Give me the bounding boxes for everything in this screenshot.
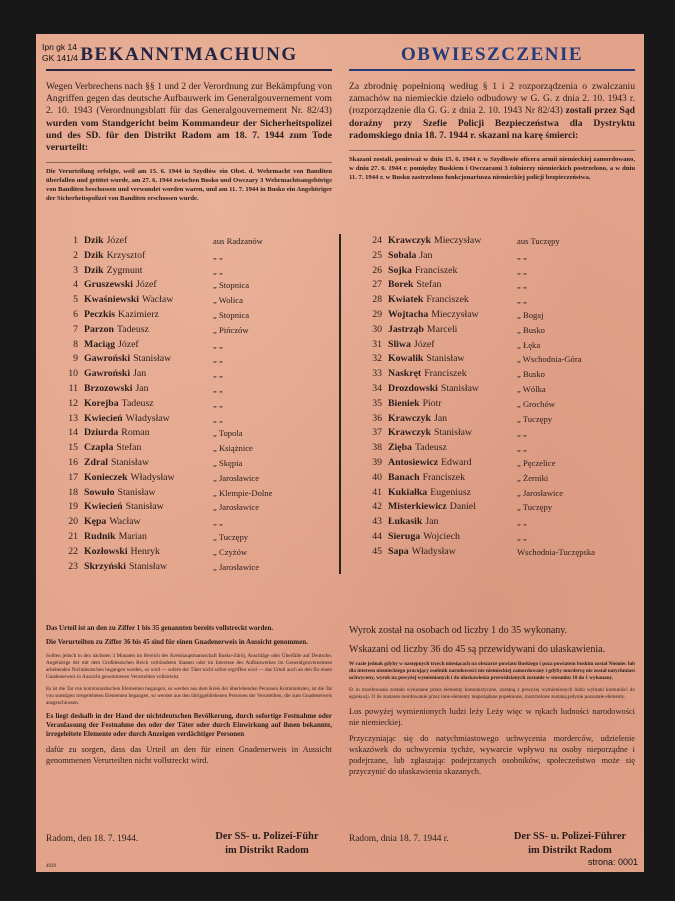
name-row bbox=[352, 397, 642, 412]
name-row-surname: Korejba bbox=[84, 397, 119, 409]
name-row-given-name: Franciszek bbox=[424, 368, 467, 380]
name-row-surname: Parzon bbox=[84, 323, 114, 335]
name-row-given-name: Stefan bbox=[416, 279, 442, 291]
name-row-number: 11 bbox=[68, 382, 78, 394]
name-row-number: 6 bbox=[73, 308, 78, 320]
name-row-given-name: Władysław bbox=[130, 471, 175, 483]
name-row-given-name: Kazimierz bbox=[118, 308, 159, 320]
name-row-place: „ Pęczelice bbox=[517, 457, 556, 468]
name-row-surname: Kwiecień bbox=[84, 501, 123, 513]
name-row bbox=[48, 323, 338, 338]
name-row-surname: Konieczek bbox=[84, 471, 128, 483]
name-row-number: 1 bbox=[73, 235, 78, 246]
name-row-number: 22 bbox=[68, 545, 78, 557]
name-row-given-name: Stanisław bbox=[128, 560, 168, 572]
name-row bbox=[352, 412, 642, 427]
name-row-given-name: Piotr bbox=[422, 397, 442, 409]
name-row-number: 30 bbox=[372, 323, 382, 335]
name-row-place: „ „ bbox=[517, 265, 527, 276]
name-row bbox=[352, 308, 642, 323]
name-row bbox=[48, 308, 338, 323]
german-bottom-p3: Sollten jedoch in den nächsten 3 Monaten im Bereich des Kreishauptmannschaft Busko-Zdrój, Anschläge oder Überfälle auf Deutsche, Angehörige der mit dem Großdeutschen Reich verbündeten Staaten oder im Interesse des Aufbauwerkes im Generalgouvernement arbeitenden Nichtdeutschen begangen werden, so wird — sofern der Täter nicht sofort ergriffen wird — das Urteil auch an den für einen Gnadenerweis in Aussicht genommenen Verurteilten vollstreckt. bbox=[46, 652, 332, 680]
name-row-place: „ Klempie-Dolne bbox=[213, 487, 273, 498]
name-row-place: „ „ bbox=[213, 398, 223, 409]
polish-bottom-p6: Przyczyniając się do natychmiastowego uchwycenia morderców, udzielenie wskazówek do uchwycenia tychże, wywarcie wpływu na osoby nieporządne i podejrzane, lub zgłaszając podejrzanych osobników, społeczeństwo może się przyczynić do ułaskawienia skazanych. bbox=[349, 734, 635, 776]
name-row-number: 2 bbox=[73, 249, 78, 261]
name-row-given-name: Franciszek bbox=[414, 264, 458, 276]
name-row-surname: Gawroński bbox=[84, 353, 131, 365]
name-row bbox=[352, 500, 642, 515]
name-row-number: 19 bbox=[68, 501, 78, 513]
name-row-place: „ Pińczów bbox=[213, 324, 249, 335]
name-row-number: 20 bbox=[68, 516, 78, 528]
name-row bbox=[48, 412, 338, 427]
name-row-given-name: Jan bbox=[434, 412, 448, 424]
polish-date: Radom, dnia 18. 7. 1944 r. bbox=[349, 834, 449, 844]
name-row-surname: Krawczyk bbox=[388, 235, 431, 246]
name-row-number: 31 bbox=[372, 338, 382, 350]
name-row-given-name: Stanisław bbox=[110, 456, 150, 468]
name-row-surname: Zdral bbox=[84, 456, 108, 468]
name-row bbox=[48, 500, 338, 515]
polish-bottom-p5-pre: Los powyżej wymienionych ludzi leży bbox=[349, 707, 484, 716]
name-row-place: „ Stopnica bbox=[213, 309, 250, 320]
name-row-given-name: Jan bbox=[419, 249, 433, 261]
name-row bbox=[352, 382, 642, 397]
name-row-surname: Kępa bbox=[84, 516, 107, 528]
name-row-place: „ „ bbox=[213, 354, 223, 365]
name-row-number: 38 bbox=[372, 442, 382, 454]
column-divider bbox=[339, 234, 341, 574]
name-row-number: 44 bbox=[372, 530, 382, 542]
name-row-given-name: Mieczysław bbox=[434, 235, 482, 246]
name-row-number: 37 bbox=[372, 427, 382, 439]
name-row-surname: Dzik bbox=[84, 235, 104, 246]
name-row-number: 40 bbox=[372, 471, 382, 483]
name-row-place: „ „ bbox=[213, 413, 223, 424]
name-row-number: 9 bbox=[73, 353, 78, 365]
name-row-number: 34 bbox=[372, 382, 382, 394]
name-row bbox=[48, 293, 338, 308]
german-bottom-p6: dafür zu sorgen, dass das Urteil an den für einen Gnadenerweis in Aussicht genommenen Verurteilten nicht vollstreckt wird. bbox=[46, 745, 332, 766]
name-row-given-name: Eugeniusz bbox=[430, 486, 472, 498]
name-row-given-name: Stanisław bbox=[426, 353, 465, 365]
name-row-place: „ Topola bbox=[213, 428, 243, 439]
name-row-number: 14 bbox=[68, 427, 78, 439]
name-row-surname: Dzik bbox=[84, 249, 104, 261]
name-row-surname: Kwaśniewski bbox=[84, 294, 139, 306]
name-row bbox=[48, 249, 338, 264]
name-row-place: „ „ bbox=[213, 265, 223, 276]
name-row-given-name: Jan bbox=[135, 382, 149, 394]
name-row bbox=[352, 338, 642, 353]
names-list-right bbox=[352, 234, 642, 560]
name-row-surname: Bieniek bbox=[388, 397, 420, 409]
name-row-surname: Brzozowski bbox=[84, 382, 133, 394]
name-row-surname: Kowalik bbox=[388, 353, 424, 365]
name-row-given-name: Jan bbox=[425, 516, 439, 528]
name-row-given-name: Wacław bbox=[109, 516, 141, 528]
name-row-place: „ Wólka bbox=[517, 383, 546, 394]
name-row bbox=[352, 426, 642, 441]
name-row bbox=[48, 234, 338, 249]
polish-bottom-p4: Et in mordowania zostało wykonane przez elementy komunistyczne, zostaną z powyżej wymienionych ludzi wybrani komuniści do egzekucji. O ile zostanie mordowanie przez inne elementy niepożądane popełnione, rozstrzelone zostaną jedynie pozostałe elementy. bbox=[349, 687, 635, 700]
name-row-place: „ „ bbox=[517, 280, 527, 291]
name-row-place: „ Jarosławice bbox=[213, 561, 260, 572]
name-row-place: „ Stopnica bbox=[213, 280, 250, 291]
name-row bbox=[352, 352, 642, 367]
name-row-surname: Dziurda bbox=[84, 427, 119, 439]
name-row-surname: Antosiewicz bbox=[388, 456, 439, 468]
poster-sheet bbox=[36, 34, 644, 872]
name-row bbox=[352, 456, 642, 471]
name-row-given-name: Roman bbox=[121, 427, 150, 439]
name-row-given-name: Jan bbox=[133, 368, 147, 380]
name-row bbox=[48, 352, 338, 367]
german-bottom-p4: Es ist die Tat von kommunistischen Elementen begangen, so werden aus dem Kreis der überlebenden Personen Kommunisten, ist die Tat von sonstigen irregeleiteten Elementen begangen, so werden aus den übriggebliebenen Personen der Verurteilten, die zum Gnadenerweis ausgeschlossen. bbox=[46, 685, 332, 706]
name-row-surname: Drozdowski bbox=[388, 382, 438, 394]
german-reason-text: Die Verurteilung erfolgte, weil am 15. 6. 1944 in Szydłów ein Obst. d. Wehrmacht von Banditen überfallen und getötet wurde, am 27. 6. 1944 zwischen Busko und Owczary 3 Wehrmachtsangehörige von Banditen beschossen und verwundet worden waren, und am 11. 7. 1944 in Busko ein Angehöriger der Sicherheitspolizei von Banditen erschossen wurde. bbox=[46, 162, 332, 203]
name-row-place: „ Jarosławice bbox=[213, 472, 260, 483]
polish-intro-bold: zostali przez Sąd doraźny przy Szefie Policji Bezpieczeństwa dla Dystryktu radomskiego dnia 18. 7. 1944 r. skazani na karę śmierci: bbox=[349, 105, 635, 141]
name-row bbox=[352, 367, 642, 382]
name-row-surname: Peczkis bbox=[84, 308, 116, 320]
name-row-surname: Sliwa bbox=[388, 338, 411, 350]
name-row bbox=[48, 426, 338, 441]
name-row-surname: Sieruga bbox=[388, 530, 421, 542]
name-row-number: 36 bbox=[372, 412, 382, 424]
name-row-given-name: Stanisław bbox=[117, 486, 156, 498]
name-row-surname: Sobala bbox=[388, 249, 417, 261]
name-row-given-name: Marceli bbox=[426, 323, 458, 335]
name-row bbox=[48, 382, 338, 397]
german-bottom-p5: Es liegt deshalb in der Hand der nichtdeutschen Bevölkerung, durch sofortige Festnahme oder Veranlassung der Festnahme des oder der Täter oder durch Einwirkung auf ihnen bekannte, irregeleitete Elemente oder durch Anzeigen verdächtiger Personen bbox=[46, 711, 332, 739]
name-row-place: „ „ bbox=[213, 517, 223, 528]
name-row-given-name: Franciszek bbox=[426, 294, 469, 306]
name-row-number: 27 bbox=[372, 279, 382, 291]
name-row-number: 32 bbox=[372, 353, 382, 365]
name-row bbox=[48, 367, 338, 382]
name-row-place: „ Jarosławice bbox=[213, 502, 260, 513]
name-row-number: 23 bbox=[68, 560, 78, 572]
german-intro-text: Wegen Verbrechens nach §§ 1 und 2 der Verordnung zur Bekämpfung von Angriffen gegen das deutsche Aufbauwerk im Generalgouvernement vom 2. 10. 1943 (Verordnungsblatt für das Generalgouvernement Nr. 82/43) bbox=[46, 81, 332, 117]
german-title: BEKANNTMACHUNG bbox=[46, 44, 332, 71]
polish-title: OBWIESZCZENIE bbox=[349, 44, 635, 71]
name-row-surname: Gruszewski bbox=[84, 279, 133, 291]
name-row-place: „ Skępia bbox=[213, 457, 243, 468]
name-row-place: „ Jarosławice bbox=[517, 487, 564, 498]
polish-signature-line-1: Der SS- u. Polizei-Führer bbox=[513, 831, 627, 842]
name-row-place: „ „ bbox=[517, 443, 527, 454]
name-row-place: „ „ bbox=[213, 339, 223, 350]
name-row-place: Wschodnia-Tuczępska bbox=[517, 546, 595, 557]
name-row bbox=[352, 293, 642, 308]
name-row-surname: Łukasik bbox=[388, 516, 423, 528]
polish-intro-text: Za zbrodnię popełnioną według § 1 i 2 rozporządzenia o zwalczaniu zamachów na niemieckie dzieło odbudowy w G. G. z dnia 2. 10. 1943 r. (rozporządzenie dla G. G. z dnia 2. 10. 1943 Nr 82/43) bbox=[349, 81, 635, 117]
name-row-number: 17 bbox=[68, 471, 78, 483]
name-row-number: 4 bbox=[73, 279, 78, 291]
name-row bbox=[352, 545, 642, 560]
name-row bbox=[48, 397, 338, 412]
german-intro bbox=[46, 81, 332, 154]
name-row-surname: Gawroński bbox=[84, 368, 131, 380]
polish-bottom-p2: Wskazani od liczby 36 do 45 są przewidywani do ułaskawienia. bbox=[349, 643, 606, 655]
name-row bbox=[352, 530, 642, 545]
name-row-given-name: Stanisław bbox=[125, 501, 164, 513]
name-row-number: 24 bbox=[372, 235, 382, 246]
name-row-place: „ „ bbox=[517, 295, 527, 306]
name-row-number: 7 bbox=[73, 323, 78, 335]
name-row-given-name: Franciszek bbox=[422, 471, 466, 483]
name-row-number: 3 bbox=[73, 264, 78, 276]
name-row-number: 18 bbox=[68, 486, 78, 498]
name-row-surname: Krawczyk bbox=[388, 412, 431, 424]
name-row-surname: Skrzyński bbox=[84, 560, 126, 572]
name-row bbox=[48, 530, 338, 545]
name-row-place: „ „ bbox=[517, 250, 527, 261]
name-row-surname: Kozłowski bbox=[84, 545, 128, 557]
name-row-number: 21 bbox=[68, 530, 78, 542]
name-row-surname: Zięba bbox=[388, 442, 412, 454]
name-row-surname: Czapla bbox=[84, 442, 114, 454]
name-row-place: „ Tuczępy bbox=[517, 502, 553, 513]
name-row-surname: Rudnik bbox=[84, 530, 116, 542]
name-row-surname: Jastrząb bbox=[388, 323, 424, 335]
polish-bottom-text bbox=[349, 624, 635, 782]
german-intro-bold: wurden vom Standgericht beim Kommandeur der Sicherheitspolizei und des SD. für den Distrikt Radom am 18. 7. 1944 zum Tode verurteilt: bbox=[46, 117, 332, 154]
name-row-given-name: Mieczysław bbox=[431, 308, 479, 320]
polish-bottom-p5 bbox=[349, 706, 635, 728]
name-row-place: „ Tuczępy bbox=[213, 531, 249, 542]
name-row-place: „ „ bbox=[517, 517, 527, 528]
name-row-surname: Kwiecień bbox=[84, 412, 123, 424]
name-row-given-name: Tadeusz bbox=[414, 442, 447, 454]
name-row-number: 25 bbox=[372, 249, 382, 261]
name-row bbox=[48, 338, 338, 353]
name-row-place: „ Wolica bbox=[213, 295, 243, 306]
name-row-surname: Dzik bbox=[84, 264, 104, 276]
name-row bbox=[352, 234, 642, 249]
polish-bottom-p5-main: Leży więc w rękach ludności narodowości nie niemieckiej. bbox=[349, 707, 635, 727]
name-row bbox=[352, 471, 642, 486]
name-row-place: „ Bogaj bbox=[517, 309, 544, 320]
name-row-given-name: Henryk bbox=[130, 545, 160, 557]
name-row-surname: Naskręt bbox=[388, 368, 422, 380]
name-row-given-name: Daniel bbox=[449, 501, 476, 513]
german-column bbox=[46, 34, 332, 203]
name-row-given-name: Marian bbox=[118, 530, 147, 542]
name-row-number: 45 bbox=[372, 545, 382, 557]
name-row-given-name: Józef bbox=[413, 338, 435, 350]
german-date: Radom, den 18. 7. 1944. bbox=[46, 834, 139, 844]
name-row bbox=[352, 264, 642, 279]
polish-bottom-p3: W razie jednak gdyby w następnych trzech miesiącach na obszarze powiatu Buskiego i poza powiatem buskim został Niemiec lub dla interesu niemieckiego pracujący osobnik narodowości nie niemieckiej zamordowany i gdyby mordercę nie został natychmiast uchwycony, wyrok na powyżej wymienionych i do ułaskawienia przewidzianych zostanie w stosunku 10 do 1 wykonany. bbox=[349, 661, 635, 681]
name-row-number: 16 bbox=[68, 456, 78, 468]
name-row-given-name: Władysław bbox=[411, 545, 456, 557]
archive-reference bbox=[42, 42, 78, 64]
name-row-place: „ „ bbox=[213, 250, 223, 261]
name-row-surname: Wojtacha bbox=[388, 308, 429, 320]
name-row bbox=[352, 486, 642, 501]
name-row bbox=[352, 323, 642, 338]
name-row-given-name: Józef bbox=[136, 279, 157, 291]
name-row bbox=[352, 249, 642, 264]
name-row-surname: Banach bbox=[388, 471, 420, 483]
name-row-given-name: Stanisław bbox=[434, 427, 473, 439]
name-row-surname: Sojka bbox=[388, 264, 412, 276]
name-row bbox=[48, 515, 338, 530]
polish-intro bbox=[349, 81, 635, 142]
name-row-number: 10 bbox=[68, 368, 78, 380]
german-signature-line-1: Der SS- u. Polizei-Führ bbox=[215, 831, 319, 842]
polish-column bbox=[349, 34, 635, 182]
german-signature-line-2: im Distrikt Radom bbox=[225, 845, 309, 856]
name-row-place: aus Tuczępy bbox=[517, 236, 560, 246]
name-row bbox=[48, 456, 338, 471]
name-row-number: 42 bbox=[372, 501, 382, 513]
name-row-number: 12 bbox=[68, 397, 78, 409]
name-row-number: 35 bbox=[372, 397, 382, 409]
name-row bbox=[48, 441, 338, 456]
name-row-place: „ „ bbox=[517, 428, 527, 439]
name-row bbox=[352, 515, 642, 530]
name-row-given-name: Edward bbox=[441, 456, 472, 468]
name-row-number: 33 bbox=[372, 368, 382, 380]
name-row-place: „ Książnice bbox=[213, 443, 253, 454]
name-row-given-name: Tadeusz bbox=[121, 397, 154, 409]
polish-reason-text: Skazani zostali, ponieważ w dniu 15. 6. 1944 r. w Szydłowie oficera armii niemieckiej zamordowano, w dniu 27. 6. 1944 r. pomiędzy Buskiem i Owczarami 3 żołnierzy niemieckich postrzelono, a w dniu 11. 7. 1944 r. w Busku zastrzelono funkcjonariusza niemieckiej policji bezpieczeństwa. bbox=[349, 150, 635, 182]
name-row-place: „ Czyżów bbox=[213, 546, 248, 557]
name-row bbox=[48, 264, 338, 279]
name-row-given-name: Stanisław bbox=[440, 382, 480, 394]
name-row-number: 26 bbox=[372, 264, 382, 276]
name-row bbox=[48, 486, 338, 501]
name-row bbox=[48, 560, 338, 575]
name-row-place: „ Łęka bbox=[517, 339, 541, 350]
name-row-number: 13 bbox=[68, 412, 78, 424]
name-row-given-name: Józef bbox=[118, 338, 139, 350]
name-row-place: „ Wschodnia-Góra bbox=[517, 354, 582, 365]
german-signature bbox=[202, 830, 332, 858]
german-bottom-text bbox=[46, 624, 332, 771]
name-row-given-name: Tadeusz bbox=[116, 323, 149, 335]
polish-signature-line-2: im Distrikt Radom bbox=[528, 845, 612, 856]
name-row bbox=[48, 278, 338, 293]
name-row-surname: Krawczyk bbox=[388, 427, 431, 439]
name-row-place: „ „ bbox=[213, 369, 223, 380]
name-row-number: 41 bbox=[372, 486, 382, 498]
name-row-number: 29 bbox=[372, 308, 382, 320]
name-row-given-name: Władysław bbox=[125, 412, 170, 424]
name-row-place: „ Grochów bbox=[517, 398, 555, 409]
name-row-surname: Borek bbox=[388, 279, 414, 291]
name-row-surname: Maciąg bbox=[84, 338, 116, 350]
name-row-surname: Sapa bbox=[388, 545, 409, 557]
polish-bottom-p1: Wyrok został na osobach od liczby 1 do 35 wykonany. bbox=[349, 625, 568, 636]
name-row-place: „ Busko bbox=[517, 324, 545, 335]
name-row bbox=[352, 278, 642, 293]
name-row-place: „ „ bbox=[213, 383, 223, 394]
archive-ref-line-2: GK 141/4 bbox=[42, 53, 78, 63]
name-row-surname: Kwiatek bbox=[388, 294, 424, 306]
name-row-given-name: Józef bbox=[106, 235, 128, 246]
german-bottom-p2: Die Verurteilten zu Ziffer 36 bis 45 sind für einen Gnadenerweis in Aussicht genommen. bbox=[46, 638, 308, 647]
name-row-given-name: Krzysztof bbox=[106, 249, 146, 261]
polish-signature bbox=[505, 830, 635, 858]
name-row-number: 8 bbox=[73, 338, 78, 350]
name-row-given-name: Stefan bbox=[116, 442, 142, 454]
name-row-number: 5 bbox=[73, 294, 78, 306]
name-row bbox=[352, 441, 642, 456]
names-list-left bbox=[48, 234, 338, 574]
page-number: strona: 0001 bbox=[587, 857, 638, 867]
name-row-place: „ Żerniki bbox=[517, 472, 549, 483]
name-row-number: 28 bbox=[372, 294, 382, 306]
name-row-place: „ „ bbox=[517, 531, 527, 542]
name-row-surname: Misterkiewicz bbox=[388, 501, 447, 513]
name-row-given-name: Zygmunt bbox=[106, 264, 143, 276]
name-row-place: „ Tuczępy bbox=[517, 413, 553, 424]
name-row bbox=[48, 471, 338, 486]
german-bottom-p1: Das Urteil ist an den zu Ziffer 1 bis 35 genannten bereits vollstreckt worden. bbox=[46, 624, 274, 632]
name-row-surname: Kukiałka bbox=[388, 486, 428, 498]
name-row-number: 15 bbox=[68, 442, 78, 454]
name-row-surname: Sowuło bbox=[84, 486, 115, 498]
name-row-place: „ Busko bbox=[517, 369, 545, 380]
name-row-number: 39 bbox=[372, 456, 382, 468]
name-row-given-name: Wacław bbox=[141, 294, 174, 306]
name-row-number: 43 bbox=[372, 516, 382, 528]
name-row-given-name: Stanisław bbox=[133, 353, 172, 365]
name-row-place: aus Radzanów bbox=[213, 236, 263, 246]
name-row bbox=[48, 545, 338, 560]
print-code: 4039 bbox=[46, 864, 56, 869]
archive-ref-line-1: Ipn gk 14 bbox=[42, 42, 77, 52]
name-row-given-name: Wojciech bbox=[423, 530, 460, 542]
